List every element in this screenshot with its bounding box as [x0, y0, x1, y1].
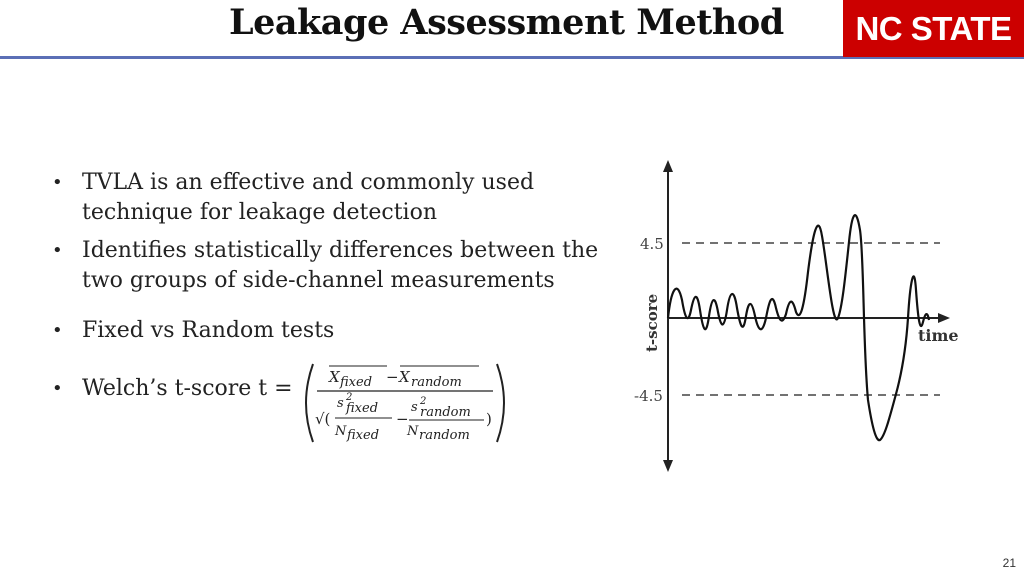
bullet-text: Welch’s t-score t = [82, 376, 293, 401]
nc-state-logo: NC STATE [843, 0, 1024, 57]
t-score-waveform [668, 215, 929, 440]
bullet-text: Fixed vs Random tests [82, 318, 335, 343]
n-fixed-symbol: N [335, 424, 347, 439]
x-fixed-symbol: X [329, 368, 340, 386]
n-random-sub: random [419, 428, 470, 443]
minus-sign: − [386, 368, 399, 386]
bullet-dot-icon: • [52, 378, 63, 399]
close-paren-symbol: ) [486, 410, 492, 428]
bullet-dot-icon: • [52, 172, 63, 193]
x-fixed-sub: fixed [340, 375, 373, 390]
formula-svg [291, 360, 521, 446]
s-fixed-sup: 2 [346, 392, 353, 403]
x-axis-label: time [918, 326, 959, 345]
n-random-symbol: N [407, 424, 419, 439]
bullet-text: Identifies statistically differences between the two groups of side-channel measurements [82, 238, 599, 293]
slide-title: Leakage Assessment Method [229, 2, 784, 43]
y-axis-arrow-up-icon [663, 160, 673, 172]
upper-threshold-label: 4.5 [640, 235, 664, 253]
x-random-sub: random [411, 375, 462, 390]
n-fixed-sub: fixed [347, 428, 380, 443]
y-axis-arrow-down-icon [663, 460, 673, 472]
x-axis-arrow-icon [938, 313, 950, 323]
denominator-minus: − [396, 410, 409, 428]
bullet-dot-icon: • [52, 240, 63, 261]
x-random-symbol: X [399, 368, 410, 386]
bullet-dot-icon: • [52, 320, 63, 341]
bullet-text: TVLA is an effective and commonly used technique for leakage detection [82, 170, 535, 225]
s-random-symbol: s [411, 400, 418, 415]
y-axis-label: t-score [643, 293, 661, 352]
sqrt-symbol: √( [315, 410, 331, 428]
lower-threshold-label: -4.5 [634, 387, 663, 405]
t-score-plot [620, 150, 970, 480]
s-fixed-symbol: s [337, 396, 344, 411]
s-random-sup: 2 [420, 396, 427, 407]
t-score-figure [620, 150, 970, 480]
left-paren-icon [306, 364, 313, 442]
s-random-sub: random [420, 405, 471, 420]
right-paren-icon [497, 364, 504, 442]
page-number: 21 [1002, 556, 1016, 570]
s-fixed-sub: fixed [346, 401, 379, 416]
welch-t-formula [291, 360, 521, 446]
